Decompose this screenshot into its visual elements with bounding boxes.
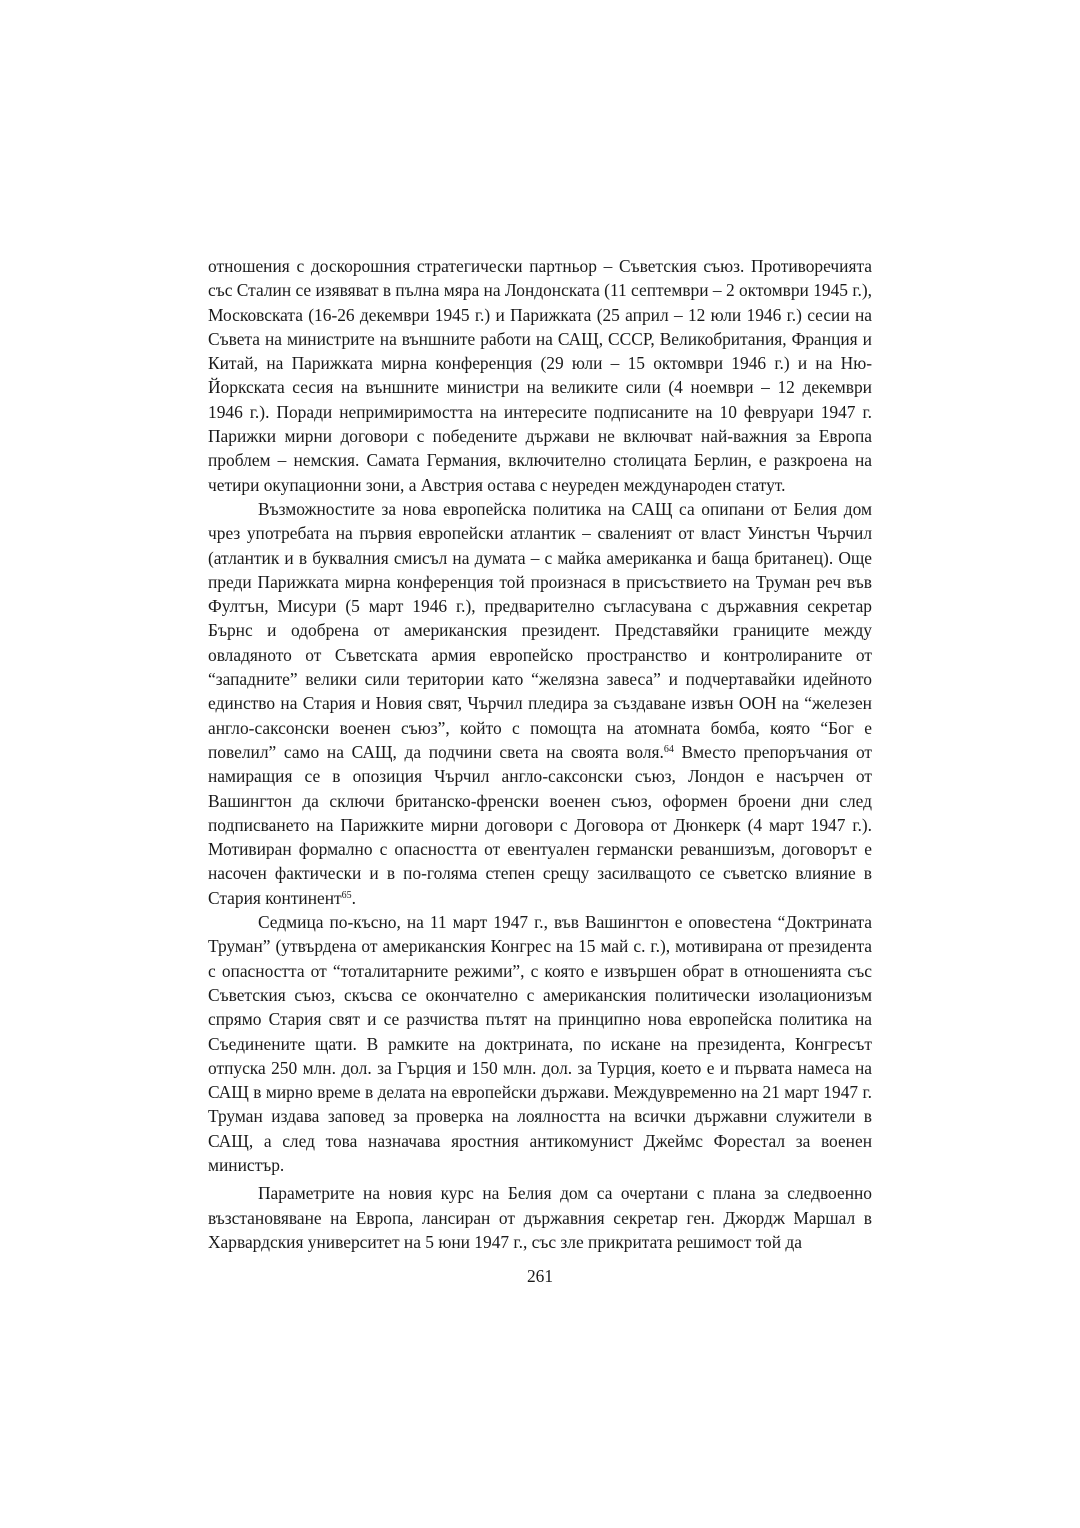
footnote-ref-65: 65 xyxy=(341,889,352,901)
paragraph-1 xyxy=(208,254,872,497)
paragraph-2-text-a: Възможностите за нова европейска политика на САЩ са опипани от Белия дом чрез употребата на първия европейски атлантик – свалeният от власт Уинстън Чърчил (атлантик и в буквалния смисъл на думата – с майка американка и баща британец). Още преди Парижката мирна конференция той произнася в присъствието на Труман реч във Фултън, Мисури (5 март 1946 г.), предварително съгласувана с държавния секретар Бърнс и одобрена от американския президент. Представяйки границите между овладяното от Съветската армия европейско пространство и контролираните от “западните” велики сили територии като “желязна завеса” и подчертавайки идейното единство на Стария и Новия свят, Чърчил пледира за създаване извън ООН на “железен англо-саксонски военен съюз”, който с помощта на атомната бомба, която “Бог е повелил” само на САЩ, да подчини света на своята воля. xyxy=(208,498,872,762)
paragraph-3 xyxy=(208,910,872,1177)
body-text xyxy=(208,254,872,1254)
paragraph-2-text-b: Вместо препоръчания от намиращия се в опозиция Чърчил англо-саксонски съюз, Лондон е насърчен от Вашингтон да сключи британско-френски военен съюз, оформен броени дни след подписването на Парижките мирни договори с Договора от Дюнкерк (4 март 1947 г.). Мотивиран формално с опасността от евентуален германски реваншизъм, договорът е насочен фактически и в по-голяма степен срещу засилващото се съветско влияние в Стария континент xyxy=(208,741,873,908)
page-number: 261 xyxy=(526,1266,554,1286)
paragraph-2-text-c: . xyxy=(351,887,357,908)
paragraph-3-text: Седмица по-късно, на 11 март 1947 г., във Вашингтон е оповестена “Доктрината Труман” (утвърдена от американския Конгрес на 15 май с. г.), мотивирана от президента с опасността от “тоталитарните режими”, с която е извършен обрат в отношенията със Съветския съюз, скъсва се окончателно с американския политически изолационизъм спрямо Стария свят и се разчиства пътят на принципно нова европейска политика на Съединените щати. В рамките на доктрината, по искане на президента, Конгресът отпуска 250 млн. дол. за Гърция и 150 млн. дол. за Турция, което е и първата намеса на САЩ в мирно време в делата на европейски държави. Междувременно на 21 март 1947 г. Труман издава заповед за проверка на лоялността на всички държавни служители в САЩ, а след това назначава яростния антикомунист Джеймс Форестал за военен министър. xyxy=(208,912,872,1175)
paragraph-1-text: отношения с доскорошния стратегически партньор – Съветския съюз. Противоречията със Сталин се изявяват в пълна мяра на Лондонската (11 септември – 2 октомври 1945 г.), Московската (16-26 декември 1945 г.) и Парижката (25 април – 12 юли 1946 г.) сесии на Съвета на министрите на външните работи на САЩ, СССР, Великобритания, Франция и Китай, на Парижката мирна конференция (29 юли – 15 октомври 1946 г.) и на Ню-Йоркската сесия на външните министри на великите сили (4 ноември – 12 декември 1946 г.). Поради непримиримостта на интересите подписаните на 10 февруари 1947 г. Парижки мирни договори с победените държави не включват най-важния за Европа проблем – немския. Самата Германия, включително столицата Берлин, е разкроена на четири окупационни зони, а Австрия остава с неуреден международен статут. xyxy=(208,256,872,495)
paragraph-4 xyxy=(208,1181,872,1254)
footnote-ref-64: 64 xyxy=(663,743,674,755)
paragraph-4-text: Параметрите на новия курс на Белия дом са очертани с плана за следвоенно възстановяване на Европа, лансиран от държавния секретар ген. Джордж Маршал в Харвардския университет на 5 юни 1947 г., със зле прикритата решимост той да xyxy=(208,1183,872,1252)
paragraph-2 xyxy=(208,497,872,910)
